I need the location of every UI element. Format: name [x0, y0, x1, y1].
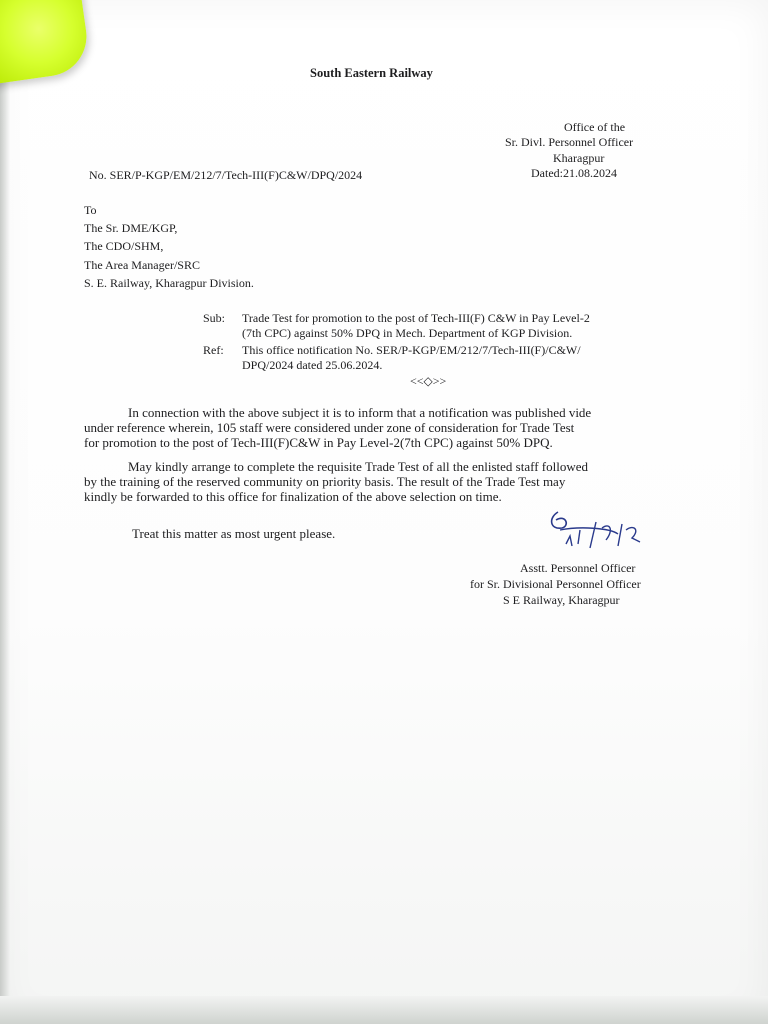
body-paragraph-2 [84, 459, 696, 504]
subject-line-2: (7th CPC) against 50% DPQ in Mech. Department of KGP Division. [242, 326, 573, 340]
office-line-1: Office of the [564, 120, 626, 134]
addressee-line-3: The Area Manager/SRC [84, 258, 200, 272]
subject-line-1: Trade Test for promotion to the post of Tech-III(F) C&W in Pay Level-2 [242, 311, 590, 325]
reference-number: No. SER/P-KGP/EM/212/7/Tech-III(F)C&W/DPQ/2024 [89, 168, 363, 182]
body-p1-line-2: under reference wherein, 105 staff were considered under zone of consideration for Trade Test [84, 420, 575, 435]
reference-label: Ref: [203, 343, 224, 357]
body-p2-line-2: by the training of the reserved community on priority basis. The result of the Trade Test may [84, 474, 566, 489]
office-line-2: Sr. Divl. Personnel Officer [505, 135, 634, 149]
section-divider: <<◇>> [410, 374, 447, 388]
urgent-note: Treat this matter as most urgent please. [132, 526, 336, 541]
addressee-line-2: The CDO/SHM, [84, 239, 164, 253]
body-p1-line-3: for promotion to the post of Tech-III(F)C&W in Pay Level-2(7th CPC) against 50% DPQ. [84, 435, 553, 450]
signatory-for: for Sr. Divisional Personnel Officer [470, 577, 641, 591]
addressee-line-1: The Sr. DME/KGP, [84, 221, 178, 235]
reference-line-1: This office notification No. SER/P-KGP/EM/212/7/Tech-III(F)/C&W/ [242, 343, 581, 357]
body-p1-line-1: In connection with the above subject it is to inform that a notification was published vide [128, 405, 592, 420]
letterhead-title: South Eastern Railway [310, 66, 433, 80]
body-paragraph-1 [84, 405, 696, 450]
body-p2-line-3: kindly be forwarded to this office for finalization of the above selection on time. [84, 489, 502, 504]
subject-label: Sub: [203, 311, 226, 325]
dated-line: Dated:21.08.2024 [531, 166, 617, 180]
signatory-office: S E Railway, Kharagpur [503, 593, 620, 607]
addressee-to: To [84, 203, 97, 217]
office-line-3: Kharagpur [553, 151, 605, 165]
paper-bottom-shadow [0, 996, 768, 1024]
signature-scribble-icon [540, 500, 650, 565]
addressee-line-4: S. E. Railway, Kharagpur Division. [84, 276, 254, 290]
body-p2-line-1: May kindly arrange to complete the requisite Trade Test of all the enlisted staff followed [128, 459, 588, 474]
paper-edge-shadow [0, 0, 10, 1024]
handwritten-signature [540, 500, 650, 565]
reference-line-2: DPQ/2024 dated 25.06.2024. [242, 358, 383, 372]
signatory-title: Asstt. Personnel Officer [520, 561, 636, 575]
